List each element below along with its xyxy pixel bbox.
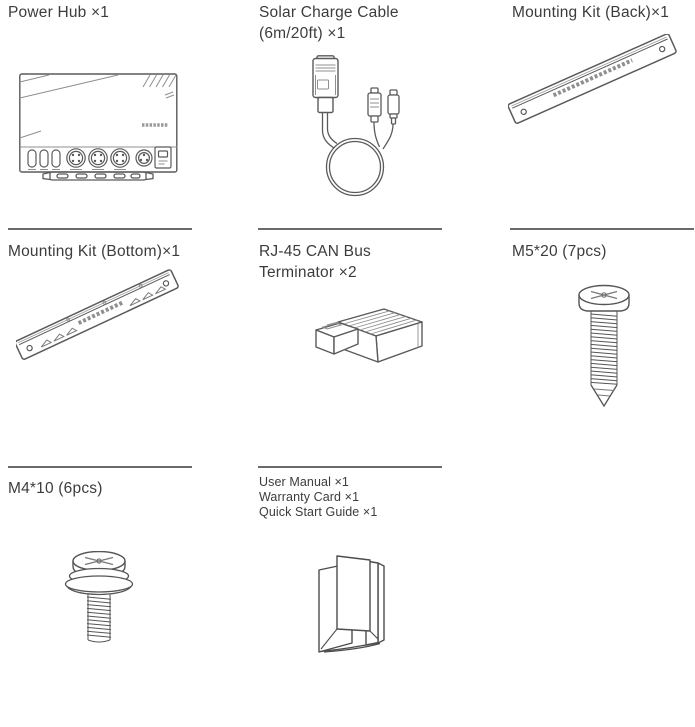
item-label-m5-screw: M5*20 (7pcs) [512,243,607,260]
solar-charge-cable-illustration [304,55,404,200]
mounting-kit-bottom-illustration [16,268,191,370]
item-label-m4-screw: M4*10 (6pcs) [8,480,103,497]
power-hub-icon [19,68,179,182]
solar-cable-icon [304,55,404,200]
rj45-terminator-illustration [310,304,425,368]
item-label-mounting-kit-bottom: Mounting Kit (Bottom)×1 [8,243,181,260]
self-tapping-screw-icon [577,284,631,408]
divider [8,466,192,468]
m4-screw-illustration [63,551,135,646]
item-label-rj45-terminator: RJ-45 CAN Bus Terminator ×2 [259,243,371,281]
divider [510,228,694,230]
m5-screw-illustration [577,284,631,408]
item-label-mounting-kit-back: Mounting Kit (Back)×1 [512,4,670,21]
power-hub-illustration [19,68,179,182]
divider [258,228,442,230]
washer-screw-icon [63,551,135,646]
folded-booklet-icon [316,544,392,654]
divider [8,228,192,230]
divider [258,466,442,468]
documents-illustration [316,544,392,654]
mounting-rail-back-icon [508,34,690,134]
rj45-terminator-icon [310,304,425,368]
item-label-documents: User Manual ×1 Warranty Card ×1 Quick Start Guide ×1 [259,475,378,519]
mounting-kit-back-illustration [508,34,690,134]
item-label-solar-charge-cable: Solar Charge Cable (6m/20ft) ×1 [259,4,399,42]
mounting-rail-bottom-icon [16,268,191,370]
item-label-power-hub: Power Hub ×1 [8,4,110,21]
